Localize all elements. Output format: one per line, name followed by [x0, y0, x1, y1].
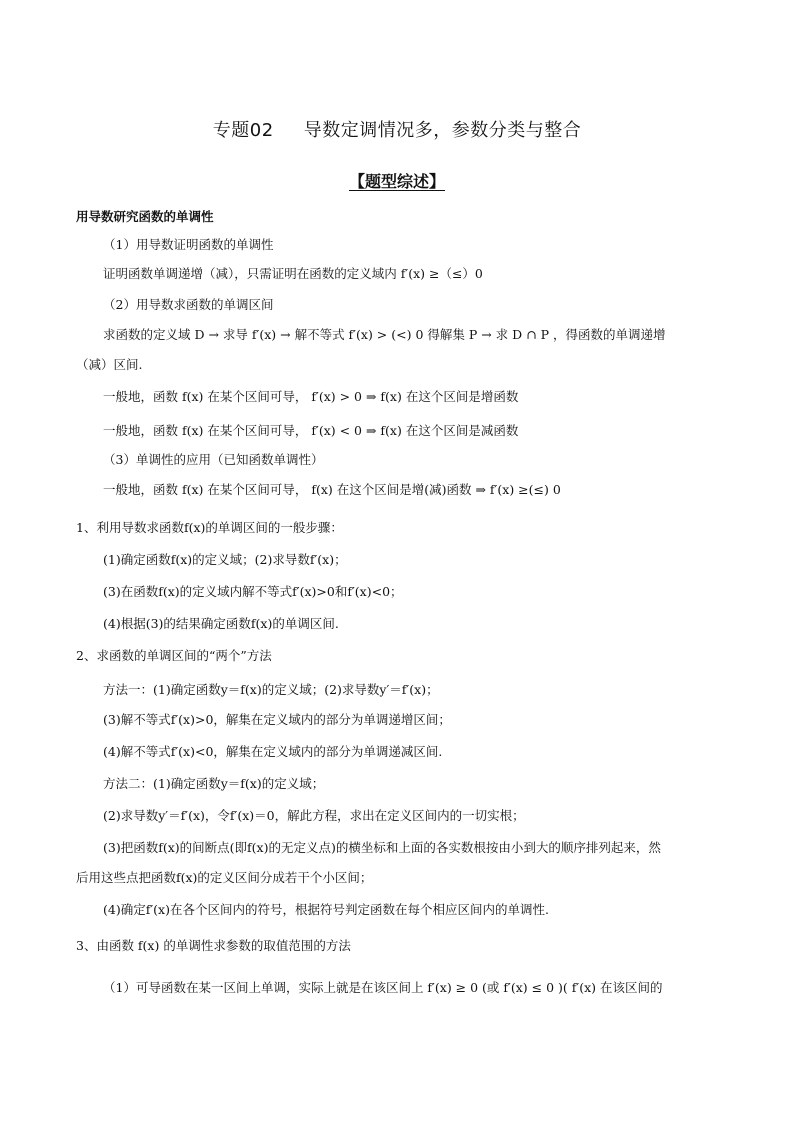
text-line: (3)解不等式f′(x)>0，解集在定义域内的部分为单调递增区间；: [103, 712, 451, 727]
text-line: 证明函数单调递增（减），只需证明在函数的定义域内 f′(x) ≥（≤）0: [103, 266, 483, 281]
numbered-heading: 3、由函数 f(x) 的单调性求参数的取值范围的方法: [76, 938, 351, 953]
numbered-heading: 1、利用导数求函数f(x)的单调区间的一般步骤：: [76, 520, 343, 535]
text-line: (4)根据(3)的结果确定函数f(x)的单调区间.: [103, 616, 339, 631]
title-topic-name: 导数定调情况多，参数分类与整合: [303, 120, 582, 141]
text-line: 方法一：(1)确定函数y＝f(x)的定义域；(2)求导数y′＝f′(x)；: [103, 682, 439, 697]
text-line: 求函数的定义域 D → 求导 f′(x) → 解不等式 f′(x) > (<) 0 得解集 P → 求 D ∩ P ，得函数的单调递增: [103, 327, 666, 342]
text-line: （1）可导函数在某一区间上单调，实际上就是在该区间上 f′(x) ≥ 0 (或 f′(x) ≤ 0 )( f′(x) 在该区间的: [103, 980, 663, 995]
page-title: [0, 116, 794, 142]
text-line: (2)求导数y′＝f′(x)，令f′(x)＝0，解此方程，求出在定义区间内的一切实根；: [103, 808, 525, 823]
text-line: （减）区间.: [76, 357, 143, 372]
text-line: （1）用导数证明函数的单调性: [103, 237, 274, 252]
section-heading: 【题型综述】: [348, 172, 445, 191]
title-topic-number: 专题02: [212, 120, 274, 141]
text-line: 后用这些点把函数f(x)的定义区间分成若干个小区间；: [76, 870, 373, 885]
text-line: 方法二：(1)确定函数y＝f(x)的定义域；: [103, 776, 325, 791]
subheading-monotonicity: 用导数研究函数的单调性: [76, 209, 214, 224]
text-line: (3)在函数f(x)的定义域内解不等式f′(x)>0和f′(x)<0；: [103, 584, 403, 599]
text-line: （2）用导数求函数的单调区间: [103, 297, 274, 312]
text-line: (4)确定f′(x)在各个区间内的符号，根据符号判定函数在每个相应区间内的单调性.: [103, 902, 549, 917]
text-line: （3）单调性的应用（已知函数单调性）: [103, 452, 324, 467]
text-line: (4)解不等式f′(x)<0，解集在定义域内的部分为单调递减区间.: [103, 744, 443, 759]
text-line: (1)确定函数f(x)的定义域；(2)求导数f′(x)；: [103, 552, 347, 567]
text-line: 一般地，函数 f(x) 在某个区间可导， f′(x) < 0 ⇒ f(x) 在这个区间是减函数: [103, 423, 519, 438]
text-line: 一般地，函数 f(x) 在某个区间可导， f′(x) > 0 ⇒ f(x) 在这个区间是增函数: [103, 389, 519, 404]
text-line: 一般地，函数 f(x) 在某个区间可导， f(x) 在这个区间是增(减)函数 ⇒ f′(x) ≥(≤) 0: [103, 482, 561, 497]
text-line: (3)把函数f(x)的间断点(即f(x)的无定义点)的横坐标和上面的各实数根按由小到大的顺序排列起来，然: [103, 840, 661, 855]
numbered-heading: 2、求函数的单调区间的“两个”方法: [76, 648, 272, 663]
